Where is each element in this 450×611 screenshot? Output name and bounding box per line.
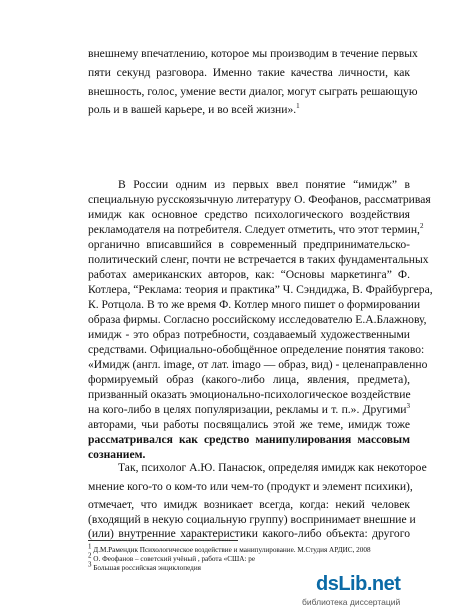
footnote-2: $^2$ О. Феофанов – советский учёный , работа «США: ре [88, 551, 256, 563]
body-line: имидж как основное средство психологического воздействия [88, 208, 410, 221]
footnote-separator [88, 540, 238, 541]
body-line: отмечает, что имидж возникает всегда, когда: некий человек [88, 498, 410, 511]
body-line: рекламодателя на потребителя. Следует отметить, что этот термин,$^2$ [88, 222, 424, 236]
body-line: специальную русскоязычную литературу О. Феофанов, рассматривая [88, 193, 431, 206]
body-line: органично вписавшийся в современный предпринимательско- [88, 238, 410, 251]
body-line: политический сленг, почти не встречается в таких фундаментальных [88, 253, 429, 266]
body-line: на кого-либо в целях популяризации, рекламы и т. п.». Другими$^3$ [88, 402, 410, 416]
body-line: формируемый образ (какого-либо лица, явления, предмета), [88, 373, 410, 386]
footnote-mark: 3 [406, 402, 410, 411]
body-line: мнение кого-то о ком-то или чем-то (продукт и элемент психики), [88, 480, 413, 493]
footnote-3: $^3$ Большая российская энциклопедия [88, 560, 201, 572]
watermark-subtitle: библиотека диссертаций [302, 597, 401, 607]
body-line: Так, психолог А.Ю. Панасюк, определяя имидж как некоторое [118, 461, 427, 474]
body-line: имидж - это образ потребности, создаваемый художественными [88, 328, 410, 341]
watermark-logo-text: dsLib.net [316, 573, 401, 595]
body-line: роль и в вашей карьере, и во всей жизни».$^1$ [88, 102, 300, 116]
body-line: работах американских авторов, как: “Основы маркетинга” Ф. [88, 268, 410, 281]
body-line: рассматривался как средство манипулирования массовым [88, 433, 410, 446]
body-line: внешность, голос, умение вести диалог, могут сыграть решающую [88, 85, 418, 98]
body-line: образа фирмы. Согласно российскому исследователю Е.А.Блажнову, [88, 313, 427, 326]
body-line: средствами. Официально-обобщённое определение понятия таково: [88, 343, 425, 356]
body-line: сознанием. [88, 448, 146, 461]
body-line: В России одним из первых ввел понятие “имидж” в [118, 178, 410, 191]
body-line: Котлера, “Реклама: теория и практика” Ч. Сэндиджа, В. Фрайбургера, [88, 283, 433, 296]
footnote-mark: 2 [419, 222, 424, 231]
footnote-mark: 1 [296, 102, 300, 111]
watermark-logo [302, 573, 442, 609]
body-line: (или) внутренние характеристики какого-либо объекта: другого [88, 527, 410, 540]
body-line: призванный оказать эмоционально-психологическое воздействие [88, 388, 411, 401]
body-line: (входящий в некую социальную группу) воспринимает внешние и [88, 513, 416, 526]
body-line: пяти секунд разговора. Именно такие качества личности, как [88, 66, 410, 79]
body-line: К. Ротцола. В то же время Ф. Котлер много пишет о формировании [88, 298, 421, 311]
body-line: внешнему впечатлению, которое мы производим в течение первых [88, 47, 418, 60]
body-line: «Имидж (англ. image, от лат. imago — образ, вид) - целенаправленно [88, 358, 428, 371]
body-line: авторами, чьи работы посвящались этой же теме, имидж тоже [88, 418, 410, 431]
footnote-1: $^1$ Д.М.Рамендик Психологическое воздействие и манипулирование. М.Студия АРДИС, 2008 [88, 542, 371, 554]
